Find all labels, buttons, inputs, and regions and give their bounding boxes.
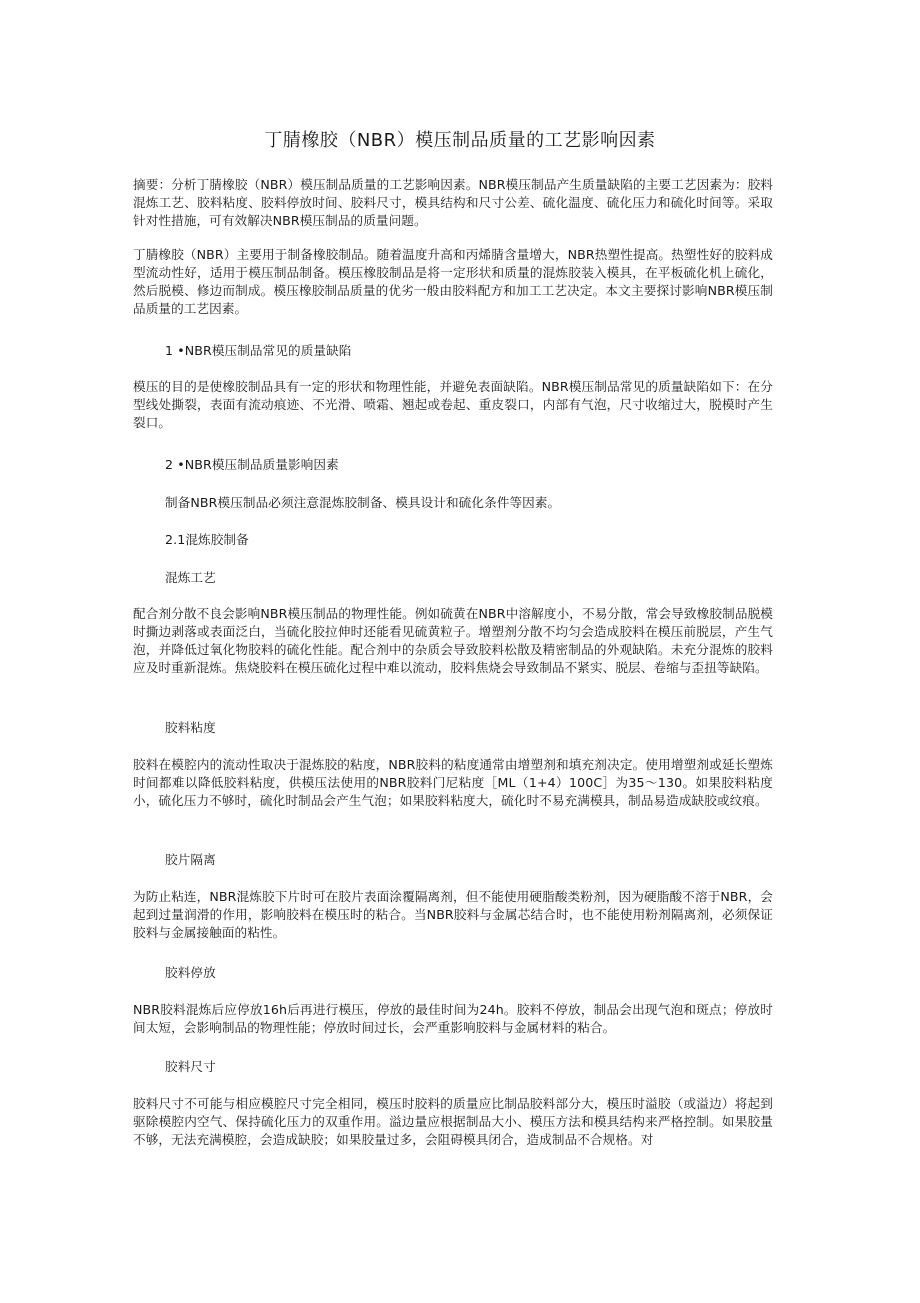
resting-paragraph: NBR胶料混炼后应停放16h后再进行模压，停放的最佳时间为24h。胶料不停放，制品会出现气泡和斑点；停放时间太短，会影响制品的物理性能；停放时间过长，会严重影响胶料与金属材料的粘合。 xyxy=(133,1002,773,1035)
heading-compound-resting: 胶料停放 xyxy=(165,965,216,980)
abstract-paragraph: 摘要：分析丁腈橡胶（NBR）模压制品质量的工艺影响因素。NBR模压制品产生质量缺陷的主要工艺因素为：胶料混炼工艺、胶料粘度、胶料停放时间、胶料尺寸，模具结构和尺寸公差、硫化温度、硫化压力和硫化时间等。采取针对性措施，可有效解决NBR模压制品的质量问题。 xyxy=(133,177,773,228)
heading-compound-viscosity: 胶料粘度 xyxy=(165,720,216,735)
section-heading-1: 1 •NBR模压制品常见的质量缺陷 xyxy=(165,343,352,358)
isolation-paragraph: 为防止粘连，NBR混炼胶下片时可在胶片表面涂覆隔离剂，但不能使用硬脂酸类粉剂，因为硬脂酸不溶于NBR，会起到过量润滑的作用，影响胶料在模压时的粘合。当NBR胶料与金属芯结合时，也不能使用粉剂隔离剂，必须保证胶料与金属接触面的粘性。 xyxy=(133,889,773,940)
section-heading-2: 2 •NBR模压制品质量影响因素 xyxy=(165,457,339,472)
defects-paragraph: 模压的目的是使橡胶制品具有一定的形状和物理性能，并避免表面缺陷。NBR模压制品常见的质量缺陷如下：在分型线处撕裂，表面有流动痕迹、不光滑、喷霜、翘起或卷起、重皮裂口，内部有气泡，尺寸收缩过大，脱模时产生裂口。 xyxy=(133,379,773,430)
factors-intro-paragraph: 制备NBR模压制品必须注意混炼胶制备、模具设计和硫化条件等因素。 xyxy=(165,495,561,510)
size-paragraph: 胶料尺寸不可能与相应模腔尺寸完全相同，模压时胶料的质量应比制品胶料部分大，模压时溢胶（或溢边）将起到驱除模腔内空气、保持硫化压力的双重作用。溢边量应根据制品大小、模压方法和模具结构来严格控制。如果胶量不够，无法充满模腔，会造成缺胶；如果胶量过多，会阻碍模具闭合，造成制品不合规格。对 xyxy=(133,1096,773,1147)
heading-compound-size: 胶料尺寸 xyxy=(165,1059,216,1074)
document-title: 丁腈橡胶（NBR）模压制品质量的工艺影响因素 xyxy=(264,130,656,151)
viscosity-paragraph: 胶料在模腔内的流动性取决于混炼胶的粘度，NBR胶料的粘度通常由增塑剂和填充剂决定。使用增塑剂或延长塑炼时间都难以降低胶料粘度，供模压法使用的NBR胶料门尼粘度［ML（1+4）100C］为35～130。如果胶料粘度小，硫化压力不够时，硫化时制品会产生气泡；如果胶料粘度大，硫化时不易充满模具，制品易造成缺胶或纹痕。 xyxy=(133,757,773,808)
heading-mixing-process: 混炼工艺 xyxy=(165,570,216,585)
heading-sheet-isolation: 胶片隔离 xyxy=(165,852,216,867)
mixing-paragraph: 配合剂分散不良会影响NBR模压制品的物理性能。例如硫黄在NBR中溶解度小，不易分散，常会导致橡胶制品脱模时撕边剥落或表面泛白，当硫化胶拉伸时还能看见硫黄粒子。增塑剂分散不均匀会造成胶料在模压前脱层，产生气泡，并降低过氧化物胶料的硫化性能。配合剂中的杂质会导致胶料松散及精密制品的外观缺陷。未充分混炼的胶料应及时重新混炼。焦烧胶料在模压硫化过程中难以流动，胶料焦烧会导致制品不紧实、脱层、卷缩与歪扭等缺陷。 xyxy=(133,606,773,675)
intro-paragraph: 丁腈橡胶（NBR）主要用于制备橡胶制品。随着温度升高和丙烯腈含量增大，NBR热塑性提高。热塑性好的胶料成型流动性好，适用于模压制品制备。模压橡胶制品是将一定形状和质量的混炼胶装入模具，在平板硫化机上硫化，然后脱模、修边而制成。模压橡胶制品质量的优劣一般由胶料配方和加工工艺决定。本文主要探讨影响NBR模压制品质量的工艺因素。 xyxy=(133,247,773,316)
subsection-heading-2-1: 2.1混炼胶制备 xyxy=(165,532,249,547)
